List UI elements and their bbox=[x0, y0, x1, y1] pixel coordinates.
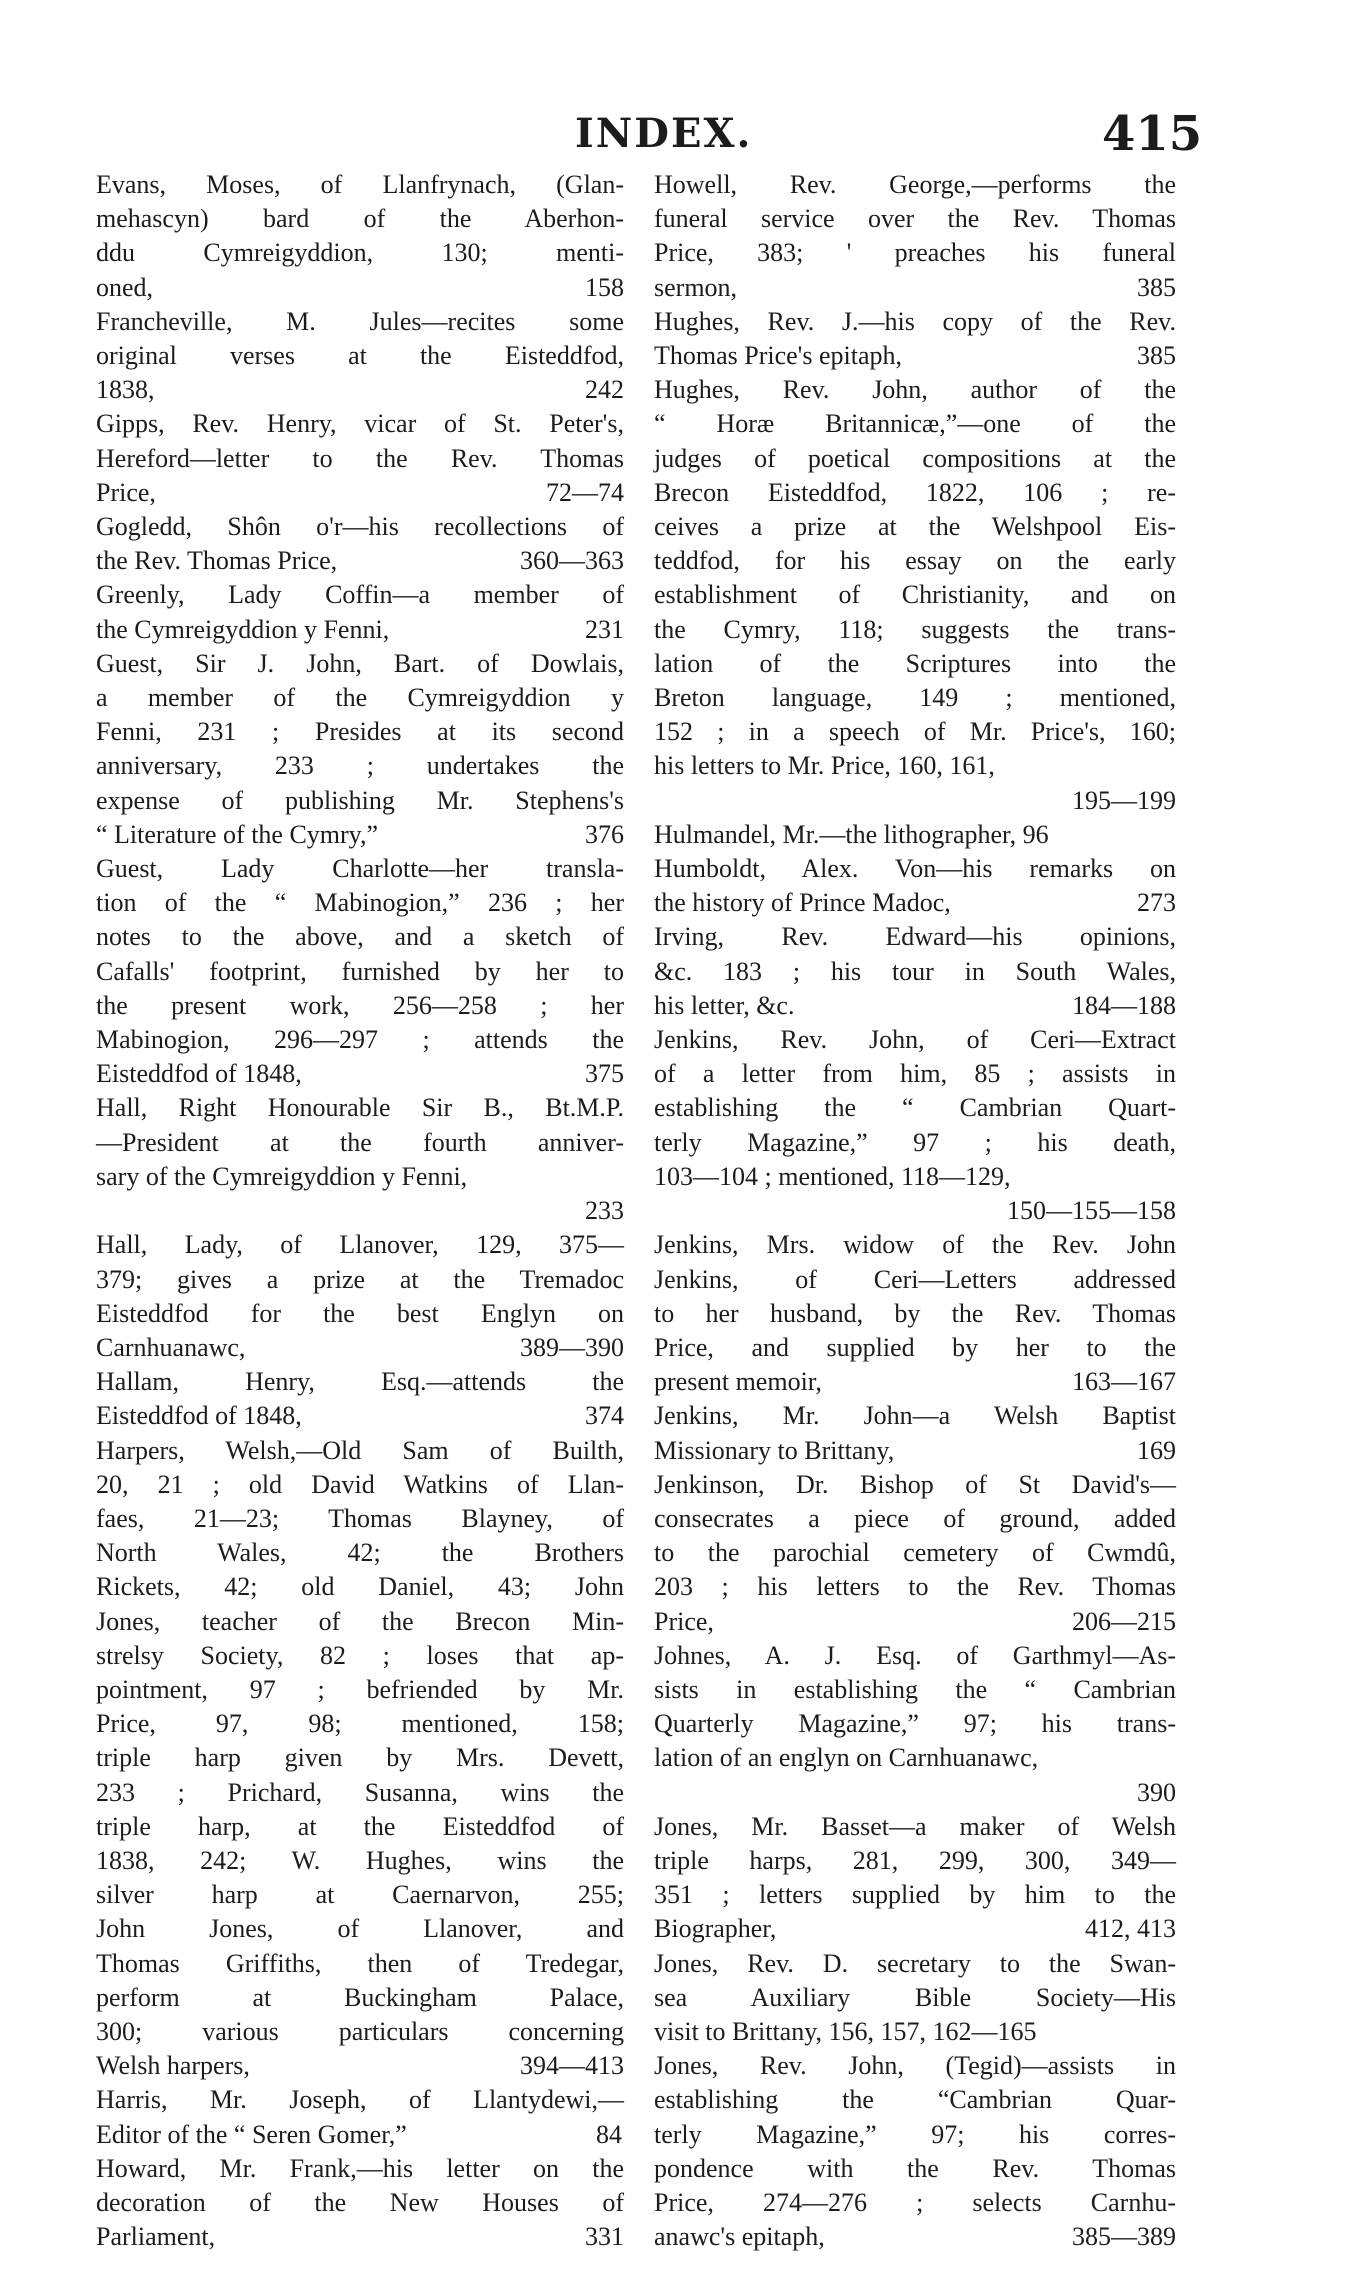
entry-line: Rickets, 42; old Daniel, 43; John bbox=[96, 1572, 624, 1602]
entry-line: teddfod, for his essay on the early bbox=[654, 546, 1176, 576]
entry-line: Gipps, Rev. Henry, vicar of St. Peter's, bbox=[96, 409, 624, 439]
entry-line: 233 ; Prichard, Susanna, wins the bbox=[96, 1777, 624, 1807]
index-entry bbox=[654, 1468, 1176, 1639]
entry-line: Hallam, Henry, Esq.—attends the bbox=[96, 1367, 624, 1397]
index-entry bbox=[96, 647, 624, 852]
entry-line: funeral service over the Rev. Thomas bbox=[654, 204, 1176, 234]
entry-line: Missionary to Brittany, 169 bbox=[682, 1434, 1176, 1468]
index-entry bbox=[654, 1228, 1176, 1399]
page-reference: 376 bbox=[585, 819, 624, 849]
index-entry bbox=[96, 1434, 624, 2084]
entry-line: Thomas Griffiths, then of Tredegar, bbox=[96, 1948, 624, 1978]
entry-line: Jones, teacher of the Brecon Min- bbox=[96, 1606, 624, 1636]
page-reference: 169 bbox=[1137, 1435, 1176, 1465]
entry-line: mehascyn) bard of the Aberhon- bbox=[96, 204, 624, 234]
entry-line: Hereford—letter to the Rev. Thomas bbox=[96, 443, 624, 473]
entry-line: Harris, Mr. Joseph, of Llantydewi,— bbox=[96, 2085, 624, 2115]
entry-line: Eisteddfod of 1848, 374 bbox=[124, 1399, 624, 1433]
index-entry bbox=[654, 373, 1176, 818]
entry-line: Francheville, M. Jules—recites some bbox=[96, 306, 624, 336]
index-entry bbox=[96, 2152, 624, 2255]
index-entry bbox=[96, 168, 624, 305]
entry-line: sary of the Cymreigyddion y Fenni, bbox=[96, 1161, 468, 1191]
index-entry bbox=[654, 168, 1176, 305]
entry-line: present memoir, 163—167 bbox=[682, 1365, 1176, 1399]
entry-line: Irving, Rev. Edward—his opinions, bbox=[654, 922, 1176, 952]
entry-line: triple harp, at the Eisteddfod of bbox=[96, 1811, 624, 1841]
entry-line: Jenkins, Rev. John, of Ceri—Extract bbox=[654, 1025, 1176, 1055]
entry-line: establishing the “ Cambrian Quart- bbox=[654, 1093, 1176, 1123]
entry-line: Parliament, 331 bbox=[124, 2220, 624, 2254]
entry-line: 203 ; his letters to the Rev. Thomas bbox=[654, 1572, 1176, 1602]
entry-line: 379; gives a prize at the Tremadoc bbox=[96, 1264, 624, 1294]
page-reference: 231 bbox=[585, 614, 624, 644]
page-number: 415 bbox=[1102, 106, 1203, 162]
entry-line: Jenkinson, Dr. Bishop of St David's— bbox=[654, 1469, 1176, 1499]
entry-line: Johnes, A. J. Esq. of Garthmyl—As- bbox=[654, 1640, 1176, 1670]
entry-line: the history of Prince Madoc, 273 bbox=[682, 886, 1176, 920]
index-entry bbox=[654, 305, 1176, 373]
entry-line: 1838, 242; W. Hughes, wins the bbox=[96, 1845, 624, 1875]
entry-line: Price, and supplied by her to the bbox=[654, 1332, 1176, 1362]
entry-line: of a letter from him, 85 ; assists in bbox=[654, 1059, 1176, 1089]
page-reference: 360—363 bbox=[520, 546, 624, 576]
entry-line: —President at the fourth anniver- bbox=[96, 1127, 624, 1157]
entry-line: Jenkins, Mr. John—a Welsh Baptist bbox=[654, 1401, 1176, 1431]
page-reference: 385 bbox=[1137, 272, 1176, 302]
entry-line: judges of poetical compositions at the bbox=[654, 443, 1176, 473]
index-entry bbox=[654, 1023, 1176, 1228]
entry-line: original verses at the Eisteddfod, bbox=[96, 341, 624, 371]
entry-line: the present work, 256—258 ; her bbox=[96, 990, 624, 1020]
entry-line: silver harp at Caernarvon, 255; bbox=[96, 1880, 624, 1910]
entry-line: Greenly, Lady Coffin—a member of bbox=[96, 580, 624, 610]
entry-line: John Jones, of Llanover, and bbox=[96, 1914, 624, 1944]
page-reference: 374 bbox=[585, 1401, 624, 1431]
entry-line: his letters to Mr. Price, 160, 161, bbox=[654, 751, 995, 781]
page-reference: 390 bbox=[1137, 1777, 1176, 1807]
entry-line: 152 ; in a speech of Mr. Price's, 160; bbox=[654, 717, 1176, 747]
entry-line: &c. 183 ; his tour in South Wales, bbox=[654, 956, 1176, 986]
entry-line: Howard, Mr. Frank,—his letter on the bbox=[96, 2153, 624, 2183]
entry-line: visit to Brittany, 156, 157, 162—165 bbox=[654, 2016, 1037, 2046]
entry-line: Brecon Eisteddfod, 1822, 106 ; re- bbox=[654, 477, 1176, 507]
page-reference: 394—413 bbox=[520, 2051, 624, 2081]
page-reference: 375 bbox=[585, 1059, 624, 1089]
entry-line: expense of publishing Mr. Stephens's bbox=[96, 785, 624, 815]
entry-line: Guest, Lady Charlotte—her transla- bbox=[96, 854, 624, 884]
running-title: INDEX. bbox=[575, 110, 753, 157]
index-entry bbox=[96, 1228, 624, 1365]
entry-line: sea Auxiliary Bible Society—His bbox=[654, 1982, 1176, 2012]
entry-line: consecrates a piece of ground, added bbox=[654, 1503, 1176, 1533]
index-entry bbox=[654, 1639, 1176, 1810]
entry-line: 300; various particulars concerning bbox=[96, 2016, 624, 2046]
entry-line: pondence with the Rev. Thomas bbox=[654, 2153, 1176, 2183]
entry-line: to her husband, by the Rev. Thomas bbox=[654, 1298, 1176, 1328]
entry-line: notes to the above, and a sketch of bbox=[96, 922, 624, 952]
entry-line: establishment of Christianity, and on bbox=[654, 580, 1176, 610]
page-reference: 389—390 bbox=[520, 1332, 624, 1362]
entry-line: North Wales, 42; the Brothers bbox=[96, 1538, 624, 1568]
entry-line: the Cymry, 118; suggests the trans- bbox=[654, 614, 1176, 644]
entry-line: Breton language, 149 ; mentioned, bbox=[654, 683, 1176, 713]
page-reference: 158 bbox=[585, 272, 624, 302]
entry-line: triple harps, 281, 299, 300, 349— bbox=[654, 1845, 1176, 1875]
entry-line: terly Magazine,” 97 ; his death, bbox=[654, 1127, 1176, 1157]
entry-line: 103—104 ; mentioned, 118—129, bbox=[654, 1161, 1011, 1191]
entry-line: a member of the Cymreigyddion y bbox=[96, 683, 624, 713]
entry-line: Gogledd, Shôn o'r—his recollections of bbox=[96, 512, 624, 542]
entry-line: the Rev. Thomas Price, 360—363 bbox=[124, 544, 624, 578]
index-entry bbox=[96, 1091, 624, 1228]
entry-line: Jenkins, Mrs. widow of the Rev. John bbox=[654, 1230, 1176, 1260]
entry-line: anawc's epitaph, 385—389 bbox=[682, 2220, 1176, 2254]
page-reference: 385—389 bbox=[1072, 2222, 1176, 2252]
page-reference: 184—188 bbox=[1072, 990, 1176, 1020]
index-entry bbox=[96, 2083, 624, 2151]
page-reference: 412, 413 bbox=[1085, 1914, 1176, 1944]
entry-line: Price, 206—215 bbox=[682, 1605, 1176, 1639]
entry-line: Eisteddfod for the best Englyn on bbox=[96, 1298, 624, 1328]
entry-line: faes, 21—23; Thomas Blayney, of bbox=[96, 1503, 624, 1533]
entry-line: Thomas Price's epitaph, 385 bbox=[682, 339, 1176, 373]
entry-line: Howell, Rev. George,—performs the bbox=[654, 170, 1176, 199]
index-entry bbox=[96, 1365, 624, 1433]
entry-line: Hughes, Rev. J.—his copy of the Rev. bbox=[654, 306, 1176, 336]
entry-line: Eisteddfod of 1848, 375 bbox=[124, 1057, 624, 1091]
entry-line: 351 ; letters supplied by him to the bbox=[654, 1880, 1176, 1910]
index-entry bbox=[654, 818, 1176, 852]
entry-line: lation of an englyn on Carnhuanawc, bbox=[654, 1743, 1039, 1773]
entry-line: Price, 383; ' preaches his funeral bbox=[654, 238, 1176, 268]
entry-line: Hall, Lady, of Llanover, 129, 375— bbox=[96, 1230, 624, 1260]
entry-line: the Cymreigyddion y Fenni, 231 bbox=[124, 613, 624, 647]
index-entry bbox=[96, 510, 624, 578]
page-reference: 273 bbox=[1137, 888, 1176, 918]
index-entry bbox=[96, 852, 624, 1091]
right-column bbox=[654, 168, 1176, 2254]
entry-line: ddu Cymreigyddion, 130; menti- bbox=[96, 238, 624, 268]
entry-line: triple harp given by Mrs. Devett, bbox=[96, 1743, 624, 1773]
entry-line: Harpers, Welsh,—Old Sam of Builth, bbox=[96, 1435, 624, 1465]
entry-line: sermon, 385 bbox=[682, 271, 1176, 305]
page-reference: 331 bbox=[585, 2222, 624, 2252]
index-entry bbox=[654, 1399, 1176, 1467]
page-reference: 195—199 bbox=[1072, 785, 1176, 815]
entry-line: Cafalls' footprint, furnished by her to bbox=[96, 956, 624, 986]
left-column bbox=[96, 168, 624, 2254]
entry-line: decoration of the New Houses of bbox=[96, 2187, 624, 2217]
index-entry bbox=[654, 1810, 1176, 1947]
entry-line: establishing the “Cambrian Quar- bbox=[654, 2085, 1176, 2115]
entry-line: ceives a prize at the Welshpool Eis- bbox=[654, 512, 1176, 542]
page-reference: 72—74 bbox=[546, 477, 624, 507]
entry-line: to the parochial cemetery of Cwmdû, bbox=[654, 1538, 1176, 1568]
entry-line: Hulmandel, Mr.—the lithographer, 96 bbox=[654, 819, 1049, 849]
entry-line: Biographer, 412, 413 bbox=[682, 1912, 1176, 1946]
entry-line: sists in establishing the “ Cambrian bbox=[654, 1674, 1176, 1704]
page-reference: 242 bbox=[585, 375, 624, 405]
entry-line: anniversary, 233 ; undertakes the bbox=[96, 751, 624, 781]
entry-line: Mabinogion, 296—297 ; attends the bbox=[96, 1025, 624, 1055]
entry-line: his letter, &c. 184—188 bbox=[682, 989, 1176, 1023]
entry-line: Carnhuanawc, 389—390 bbox=[124, 1331, 624, 1365]
entry-line: lation of the Scriptures into the bbox=[654, 648, 1176, 678]
index-entry bbox=[654, 2049, 1176, 2254]
entry-line: Hall, Right Honourable Sir B., Bt.M.P. bbox=[96, 1093, 624, 1123]
entry-line: 1838, 242 bbox=[124, 373, 624, 407]
entry-line: pointment, 97 ; befriended by Mr. bbox=[96, 1674, 624, 1704]
entry-line: 20, 21 ; old David Watkins of Llan- bbox=[96, 1469, 624, 1499]
index-entry bbox=[96, 407, 624, 510]
entry-line: “ Horæ Britannicæ,”—one of the bbox=[654, 409, 1176, 439]
entry-line: Humboldt, Alex. Von—his remarks on bbox=[654, 854, 1176, 884]
entry-line: tion of the “ Mabinogion,” 236 ; her bbox=[96, 888, 624, 918]
entry-line: Jones, Mr. Basset—a maker of Welsh bbox=[654, 1811, 1176, 1841]
index-entry bbox=[654, 1947, 1176, 2050]
page-reference: 163—167 bbox=[1072, 1367, 1176, 1397]
entry-line: perform at Buckingham Palace, bbox=[96, 1982, 624, 2012]
entry-line: Fenni, 231 ; Presides at its second bbox=[96, 717, 624, 747]
entry-line: Price, 274—276 ; selects Carnhu- bbox=[654, 2187, 1176, 2217]
entry-line: Jenkins, of Ceri—Letters addressed bbox=[654, 1264, 1176, 1294]
index-entry bbox=[96, 305, 624, 408]
entry-line: Editor of the “ Seren Gomer,” 84 bbox=[96, 2119, 622, 2149]
index-entry bbox=[654, 920, 1176, 1023]
page-reference: 206—215 bbox=[1072, 1606, 1176, 1636]
entry-line: Welsh harpers, 394—413 bbox=[124, 2049, 624, 2083]
index-entry bbox=[96, 578, 624, 646]
entry-line: terly Magazine,” 97; his corres- bbox=[654, 2119, 1176, 2149]
page-reference: 233 bbox=[585, 1196, 624, 1226]
entry-line: Jones, Rev. John, (Tegid)—assists in bbox=[654, 2051, 1176, 2081]
entry-line: “ Literature of the Cymry,” 376 bbox=[124, 818, 624, 852]
entry-line: Jones, Rev. D. secretary to the Swan- bbox=[654, 1948, 1176, 1978]
page-reference: 385 bbox=[1137, 341, 1176, 371]
entry-line: Hughes, Rev. John, author of the bbox=[654, 375, 1176, 405]
entry-line: strelsy Society, 82 ; loses that ap- bbox=[96, 1640, 624, 1670]
entry-line: oned, 158 bbox=[124, 271, 624, 305]
running-head bbox=[0, 104, 1365, 164]
page-reference: 150—155—158 bbox=[1007, 1196, 1176, 1226]
entry-line: Evans, Moses, of Llanfrynach, (Glan- bbox=[96, 170, 624, 199]
entry-line: Price, 72—74 bbox=[124, 476, 624, 510]
index-entry bbox=[654, 852, 1176, 920]
entry-line: Quarterly Magazine,” 97; his trans- bbox=[654, 1709, 1176, 1739]
entry-line: Price, 97, 98; mentioned, 158; bbox=[96, 1709, 624, 1739]
entry-line: Guest, Sir J. John, Bart. of Dowlais, bbox=[96, 648, 624, 678]
